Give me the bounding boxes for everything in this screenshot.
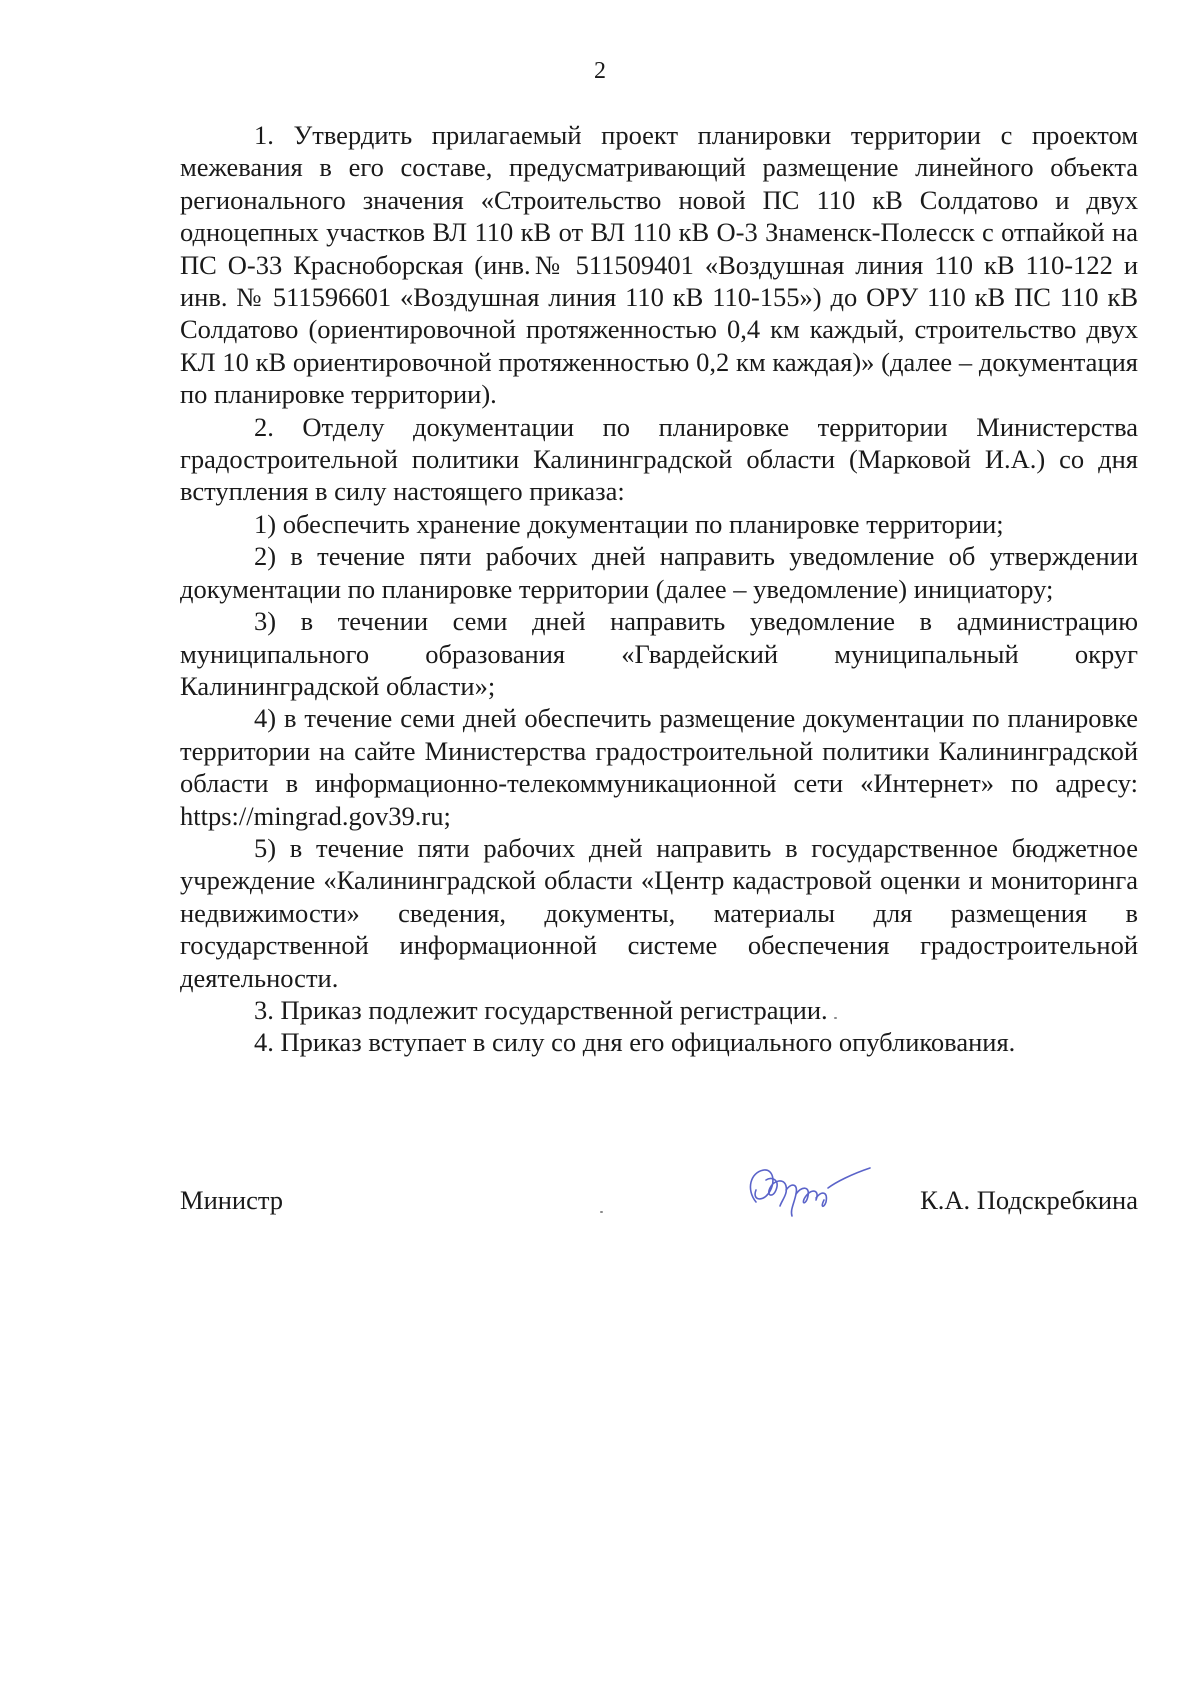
paragraph-approve-project: 1. Утвердить прилагаемый проект планировки территории с проектом межевания в его составе, предусматривающий размещение линейного объекта регионального значения «Строительство новой ПС 110 кВ Солдатово и двух одноцепных участков ВЛ 110 кВ от ВЛ 110 кВ О-3 Знаменск-Полесск с отпайкой на ПС О-33 Красноборская (инв.№ 511509401 «Воздушная линия 110 кВ 110-122 и инв. № 511596601 «Воздушная линия 110 кВ 110-155») до ОРУ 110 кВ ПС 110 кВ Солдатово (ориентировочной протяженностью 0,4 км каждый, строительство двух КЛ 10 кВ ориентировочной протяженностью 0,2 км каждая)» (далее – документация по планировке территории).: [180, 120, 1138, 410]
handwritten-signature: [736, 1150, 876, 1230]
paragraph-department-tasks: 2. Отделу документации по планировке территории Министерства градостроительной политики Калининградской области (Марковой И.А.) со дня вступления в силу настоящего приказа:: [180, 411, 1138, 507]
list-item-notify-administration: 3) в течении семи дней направить уведомление в администрацию муниципального образования «Гвардейский муниципальный округ Калининградской области»;: [180, 606, 1138, 701]
scan-speck: [834, 1017, 837, 1019]
paragraph-effective-date: 4. Приказ вступает в силу со дня его официального опубликования.: [254, 1027, 1016, 1058]
list-item-publish-website: 4) в течение семи дней обеспечить размещение документации по планировке территории на сайте Министерства градостроительной политики Калининградской области в информационно-телекоммуникационной сети «Интернет» по адресу: https://mingrad.gov39.ru;: [180, 703, 1138, 831]
page-number: 2: [594, 58, 606, 84]
paragraph-registration: 3. Приказ подлежит государственной регистрации.: [254, 994, 828, 1025]
document-body: [180, 119, 1138, 1059]
scan-speck: [600, 1211, 603, 1213]
signatory-name: К.А. Подскребкина: [920, 1185, 1138, 1215]
list-item-notify-initiator: 2) в течение пяти рабочих дней направить уведомление об утверждении документации по планировке территории (далее – уведомление) инициатору;: [180, 541, 1138, 604]
list-item-send-to-cadastre: 5) в течение пяти рабочих дней направить в государственное бюджетное учреждение «Калининградской области «Центр кадастровой оценки и мониторинга недвижимости» сведения, документы, материалы для размещения в государственной информационной системе обеспечения градостроительной деятельности.: [180, 832, 1138, 993]
list-item-storage: 1) обеспечить хранение документации по планировке территории;: [254, 508, 1004, 539]
signature-block: [180, 1184, 1138, 1254]
signatory-title: Министр: [180, 1185, 284, 1215]
